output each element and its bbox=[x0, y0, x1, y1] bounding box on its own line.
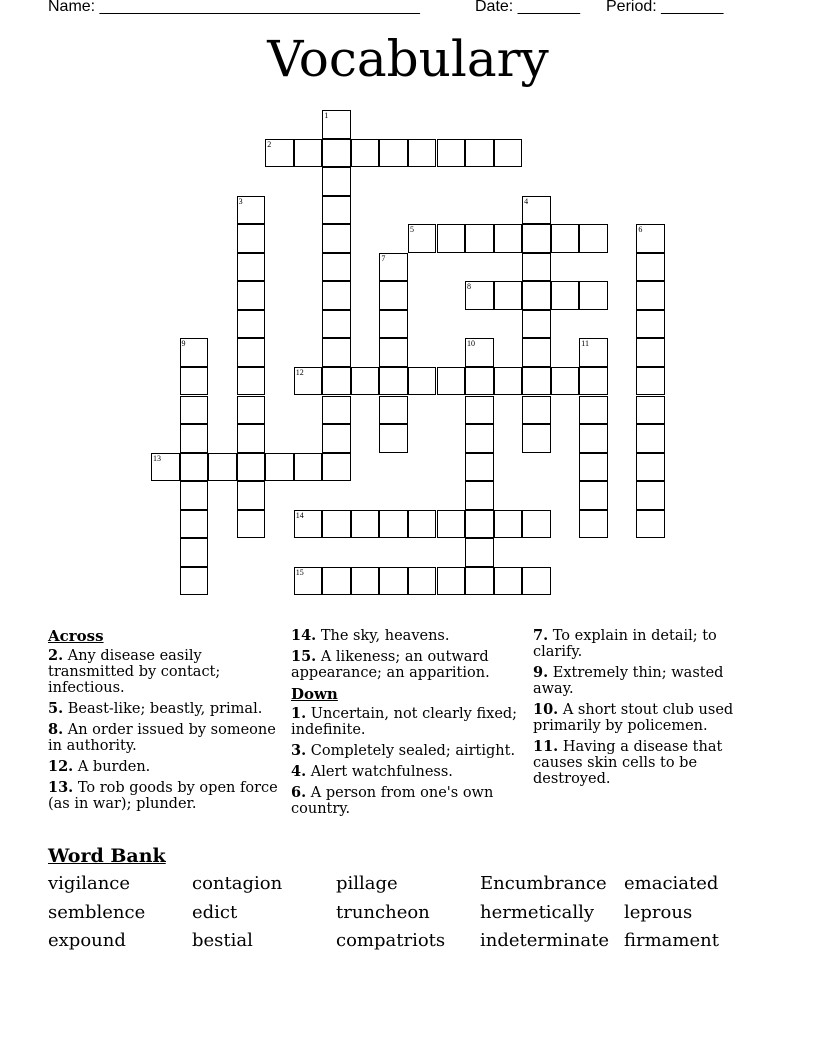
crossword-cell[interactable] bbox=[551, 281, 580, 310]
crossword-cell[interactable] bbox=[636, 424, 665, 453]
crossword-cell[interactable] bbox=[237, 453, 266, 482]
crossword-cell[interactable] bbox=[465, 367, 494, 396]
crossword-cell[interactable] bbox=[522, 396, 551, 425]
clue-item-number: 8. bbox=[48, 721, 64, 738]
clue-item-number: 6. bbox=[291, 784, 307, 801]
clue-number: 5 bbox=[409, 225, 414, 235]
word-bank-word: Encumbrance bbox=[480, 873, 607, 894]
crossword-cell[interactable] bbox=[379, 281, 408, 310]
crossword-cell[interactable] bbox=[237, 510, 266, 539]
crossword-cell[interactable] bbox=[522, 510, 551, 539]
crossword-cell[interactable] bbox=[322, 110, 351, 139]
clue-item-number: 5. bbox=[48, 700, 64, 717]
crossword-cell[interactable] bbox=[465, 396, 494, 425]
crossword-cell[interactable] bbox=[437, 367, 466, 396]
crossword-cell[interactable] bbox=[579, 396, 608, 425]
crossword-cell[interactable] bbox=[437, 567, 466, 596]
crossword-cell[interactable] bbox=[351, 139, 380, 168]
clue-number: 6 bbox=[638, 225, 643, 235]
crossword-cell[interactable] bbox=[494, 224, 523, 253]
crossword-cell[interactable] bbox=[265, 139, 294, 168]
crossword-cell[interactable] bbox=[322, 196, 351, 225]
clue-number: 10 bbox=[467, 339, 476, 349]
crossword-cell[interactable] bbox=[294, 453, 323, 482]
crossword-cell[interactable] bbox=[579, 367, 608, 396]
crossword-cell[interactable] bbox=[636, 510, 665, 539]
crossword-cell[interactable] bbox=[579, 424, 608, 453]
crossword-cell[interactable] bbox=[237, 338, 266, 367]
crossword-cell[interactable] bbox=[180, 538, 209, 567]
clue-item bbox=[48, 759, 278, 775]
crossword-cell[interactable] bbox=[322, 310, 351, 339]
clue-item-text: An order issued by someone in authority. bbox=[48, 722, 276, 754]
crossword-cell[interactable] bbox=[551, 224, 580, 253]
clue-item-number: 11. bbox=[533, 738, 559, 755]
date-field[interactable]: Date: _______ bbox=[475, 0, 580, 15]
crossword-cell[interactable] bbox=[351, 367, 380, 396]
crossword-cell[interactable] bbox=[522, 310, 551, 339]
crossword-cell[interactable] bbox=[379, 367, 408, 396]
crossword-cell[interactable] bbox=[465, 424, 494, 453]
crossword-cell[interactable] bbox=[237, 396, 266, 425]
clue-item bbox=[533, 665, 753, 697]
clue-item bbox=[48, 780, 278, 812]
crossword-cell[interactable] bbox=[636, 253, 665, 282]
clue-item-text: Any disease easily transmitted by contact; infectious. bbox=[48, 648, 221, 696]
clue-number: 15 bbox=[295, 567, 304, 577]
clue-item-text: Beast-like; beastly, primal. bbox=[67, 701, 263, 717]
clue-column-1 bbox=[48, 628, 278, 817]
crossword-cell[interactable] bbox=[322, 396, 351, 425]
word-bank-word: truncheon bbox=[336, 902, 430, 923]
crossword-cell[interactable] bbox=[180, 453, 209, 482]
crossword-cell[interactable] bbox=[465, 224, 494, 253]
crossword-cell[interactable] bbox=[465, 281, 494, 310]
clue-item-text: Completely sealed; airtight. bbox=[310, 743, 516, 759]
clue-item-text: To rob goods by open force (as in war); plunder. bbox=[48, 780, 278, 812]
crossword-cell[interactable] bbox=[379, 310, 408, 339]
crossword-cell[interactable] bbox=[237, 310, 266, 339]
crossword-cell[interactable] bbox=[437, 510, 466, 539]
crossword-cell[interactable] bbox=[636, 338, 665, 367]
clue-number: 3 bbox=[238, 196, 243, 206]
word-bank-word: contagion bbox=[192, 873, 283, 894]
crossword-cell[interactable] bbox=[522, 224, 551, 253]
crossword-cell[interactable] bbox=[522, 567, 551, 596]
crossword-cell[interactable] bbox=[494, 367, 523, 396]
clue-item-number: 13. bbox=[48, 779, 74, 796]
crossword-cell[interactable] bbox=[579, 510, 608, 539]
clue-item bbox=[291, 764, 521, 780]
crossword-cell[interactable] bbox=[379, 567, 408, 596]
crossword-cell[interactable] bbox=[237, 253, 266, 282]
clue-item-text: A burden. bbox=[77, 759, 151, 775]
word-bank-word: indeterminate bbox=[480, 930, 610, 951]
crossword-cell[interactable] bbox=[322, 510, 351, 539]
crossword-cell[interactable] bbox=[494, 281, 523, 310]
crossword-cell[interactable] bbox=[636, 310, 665, 339]
crossword-cell[interactable] bbox=[322, 367, 351, 396]
crossword-cell[interactable] bbox=[322, 453, 351, 482]
clue-item-text: Alert watchfulness. bbox=[310, 764, 453, 780]
clue-number: 12 bbox=[295, 367, 304, 377]
crossword-cell[interactable] bbox=[437, 139, 466, 168]
word-bank-word: expound bbox=[48, 930, 126, 951]
clue-number: 4 bbox=[524, 196, 529, 206]
clue-item-number: 14. bbox=[291, 627, 317, 644]
crossword-cell[interactable] bbox=[180, 396, 209, 425]
crossword-cell[interactable] bbox=[180, 510, 209, 539]
crossword-cell[interactable] bbox=[237, 367, 266, 396]
crossword-cell[interactable] bbox=[579, 481, 608, 510]
clue-column-3 bbox=[533, 628, 753, 792]
crossword-cell[interactable] bbox=[351, 510, 380, 539]
clue-item-text: The sky, heavens. bbox=[320, 628, 450, 644]
crossword-cell[interactable] bbox=[208, 453, 237, 482]
clue-item-number: 12. bbox=[48, 758, 74, 775]
clue-number: 8 bbox=[467, 282, 472, 292]
crossword-cell[interactable] bbox=[294, 567, 323, 596]
clue-item-text: To explain in detail; to clarify. bbox=[533, 628, 717, 660]
crossword-cell[interactable] bbox=[322, 338, 351, 367]
crossword-cell[interactable] bbox=[294, 510, 323, 539]
crossword-cell[interactable] bbox=[322, 139, 351, 168]
crossword-cell[interactable] bbox=[237, 224, 266, 253]
crossword-cell[interactable] bbox=[322, 567, 351, 596]
clue-item-number: 2. bbox=[48, 647, 64, 664]
crossword-cell[interactable] bbox=[180, 424, 209, 453]
crossword-cell[interactable] bbox=[351, 567, 380, 596]
crossword-cell[interactable] bbox=[408, 510, 437, 539]
crossword-cell[interactable] bbox=[237, 424, 266, 453]
clue-item bbox=[291, 743, 521, 759]
period-field[interactable]: Period: _______ bbox=[606, 0, 724, 15]
crossword-cell[interactable] bbox=[579, 224, 608, 253]
crossword-cell[interactable] bbox=[379, 424, 408, 453]
word-bank-word: compatriots bbox=[336, 930, 446, 951]
crossword-cell[interactable] bbox=[522, 424, 551, 453]
clue-item bbox=[48, 722, 278, 754]
crossword-cell[interactable] bbox=[180, 567, 209, 596]
clue-number: 1 bbox=[324, 111, 329, 120]
crossword-cell[interactable] bbox=[579, 453, 608, 482]
crossword-cell[interactable] bbox=[237, 196, 266, 225]
clue-number: 9 bbox=[181, 339, 186, 349]
clue-item bbox=[533, 739, 753, 787]
clue-item bbox=[533, 628, 753, 660]
clue-item-number: 7. bbox=[533, 627, 549, 644]
clue-item-number: 9. bbox=[533, 664, 549, 681]
word-bank-word: hermetically bbox=[480, 902, 595, 923]
crossword-cell[interactable] bbox=[379, 139, 408, 168]
crossword-cell[interactable] bbox=[465, 510, 494, 539]
clue-item-number: 15. bbox=[291, 648, 317, 665]
crossword-cell[interactable] bbox=[465, 139, 494, 168]
word-bank-word: firmament bbox=[624, 930, 719, 951]
crossword-cell[interactable] bbox=[322, 224, 351, 253]
clue-item bbox=[533, 702, 753, 734]
crossword-cell[interactable] bbox=[322, 424, 351, 453]
crossword-cell[interactable] bbox=[322, 281, 351, 310]
clue-item bbox=[48, 648, 278, 696]
crossword-cell[interactable] bbox=[494, 139, 523, 168]
clue-item-number: 1. bbox=[291, 705, 307, 722]
crossword-cell[interactable] bbox=[494, 567, 523, 596]
crossword-cell[interactable] bbox=[294, 139, 323, 168]
clue-item-text: A person from one's own country. bbox=[291, 785, 494, 817]
across-heading: Across bbox=[48, 627, 104, 645]
crossword-cell[interactable] bbox=[636, 281, 665, 310]
word-bank-word: leprous bbox=[624, 902, 693, 923]
clue-number: 2 bbox=[267, 139, 272, 149]
clue-item bbox=[291, 628, 521, 644]
crossword-cell[interactable] bbox=[379, 338, 408, 367]
word-bank-word: emaciated bbox=[624, 873, 719, 894]
clue-item bbox=[291, 649, 521, 681]
name-field[interactable]: Name: ____________________________________ bbox=[48, 0, 420, 15]
word-bank-word: pillage bbox=[336, 873, 398, 894]
crossword-cell[interactable] bbox=[379, 253, 408, 282]
crossword-cell[interactable] bbox=[180, 367, 209, 396]
crossword-cell[interactable] bbox=[579, 281, 608, 310]
crossword-cell[interactable] bbox=[522, 253, 551, 282]
clue-number: 7 bbox=[381, 253, 386, 263]
crossword-cell[interactable] bbox=[636, 396, 665, 425]
crossword-cell[interactable] bbox=[265, 453, 294, 482]
clue-number: 11 bbox=[581, 339, 589, 349]
crossword-cell[interactable] bbox=[465, 338, 494, 367]
down-heading: Down bbox=[291, 685, 338, 703]
crossword-cell[interactable] bbox=[522, 338, 551, 367]
crossword-cell[interactable] bbox=[636, 453, 665, 482]
crossword-cell[interactable] bbox=[465, 481, 494, 510]
word-bank-word: semblence bbox=[48, 902, 146, 923]
crossword-cell[interactable] bbox=[465, 538, 494, 567]
crossword-cell[interactable] bbox=[294, 367, 323, 396]
clue-item bbox=[291, 785, 521, 817]
crossword-cell[interactable] bbox=[408, 367, 437, 396]
clue-item-text: Extremely thin; wasted away. bbox=[533, 665, 724, 697]
crossword-cell[interactable] bbox=[636, 224, 665, 253]
crossword-cell[interactable] bbox=[408, 139, 437, 168]
crossword-cell[interactable] bbox=[522, 281, 551, 310]
crossword-cell[interactable] bbox=[437, 224, 466, 253]
clue-item bbox=[291, 706, 521, 738]
word-bank-word: edict bbox=[192, 902, 238, 923]
clue-item-text: A short stout club used primarily by policemen. bbox=[533, 702, 734, 734]
clue-item-text: Having a disease that causes skin cells to be destroyed. bbox=[533, 739, 723, 787]
word-bank-word: vigilance bbox=[48, 873, 131, 894]
crossword-cell[interactable] bbox=[408, 567, 437, 596]
crossword-cell[interactable] bbox=[379, 396, 408, 425]
clue-item bbox=[48, 701, 278, 717]
crossword-cell[interactable] bbox=[522, 196, 551, 225]
clue-item-text: A likeness; an outward appearance; an apparition. bbox=[291, 649, 490, 681]
crossword-cell[interactable] bbox=[636, 367, 665, 396]
page-title: Vocabulary bbox=[267, 30, 549, 88]
crossword-cell[interactable] bbox=[494, 510, 523, 539]
crossword-cell[interactable] bbox=[465, 567, 494, 596]
crossword-cell[interactable] bbox=[379, 510, 408, 539]
crossword-cell[interactable] bbox=[579, 338, 608, 367]
crossword-cell[interactable] bbox=[522, 367, 551, 396]
crossword-cell[interactable] bbox=[237, 481, 266, 510]
clue-item-number: 10. bbox=[533, 701, 559, 718]
clue-number: 13 bbox=[153, 453, 161, 463]
word-bank-word: bestial bbox=[192, 930, 253, 951]
crossword-cell[interactable] bbox=[551, 367, 580, 396]
word-bank-title: Word Bank bbox=[48, 845, 166, 867]
crossword-cell[interactable] bbox=[237, 281, 266, 310]
clue-item-number: 3. bbox=[291, 742, 307, 759]
crossword-cell[interactable] bbox=[322, 253, 351, 282]
crossword-cell[interactable] bbox=[180, 338, 209, 367]
clue-item-number: 4. bbox=[291, 763, 307, 780]
clue-number: 14 bbox=[295, 510, 304, 520]
clue-item-text: Uncertain, not clearly fixed; indefinite. bbox=[291, 706, 518, 738]
crossword-cell[interactable] bbox=[322, 167, 351, 196]
crossword-cell[interactable] bbox=[180, 481, 209, 510]
crossword-cell[interactable] bbox=[408, 224, 437, 253]
crossword-cell[interactable] bbox=[151, 453, 180, 482]
crossword-cell[interactable] bbox=[465, 453, 494, 482]
crossword-cell[interactable] bbox=[636, 481, 665, 510]
clue-column-2 bbox=[291, 628, 521, 822]
